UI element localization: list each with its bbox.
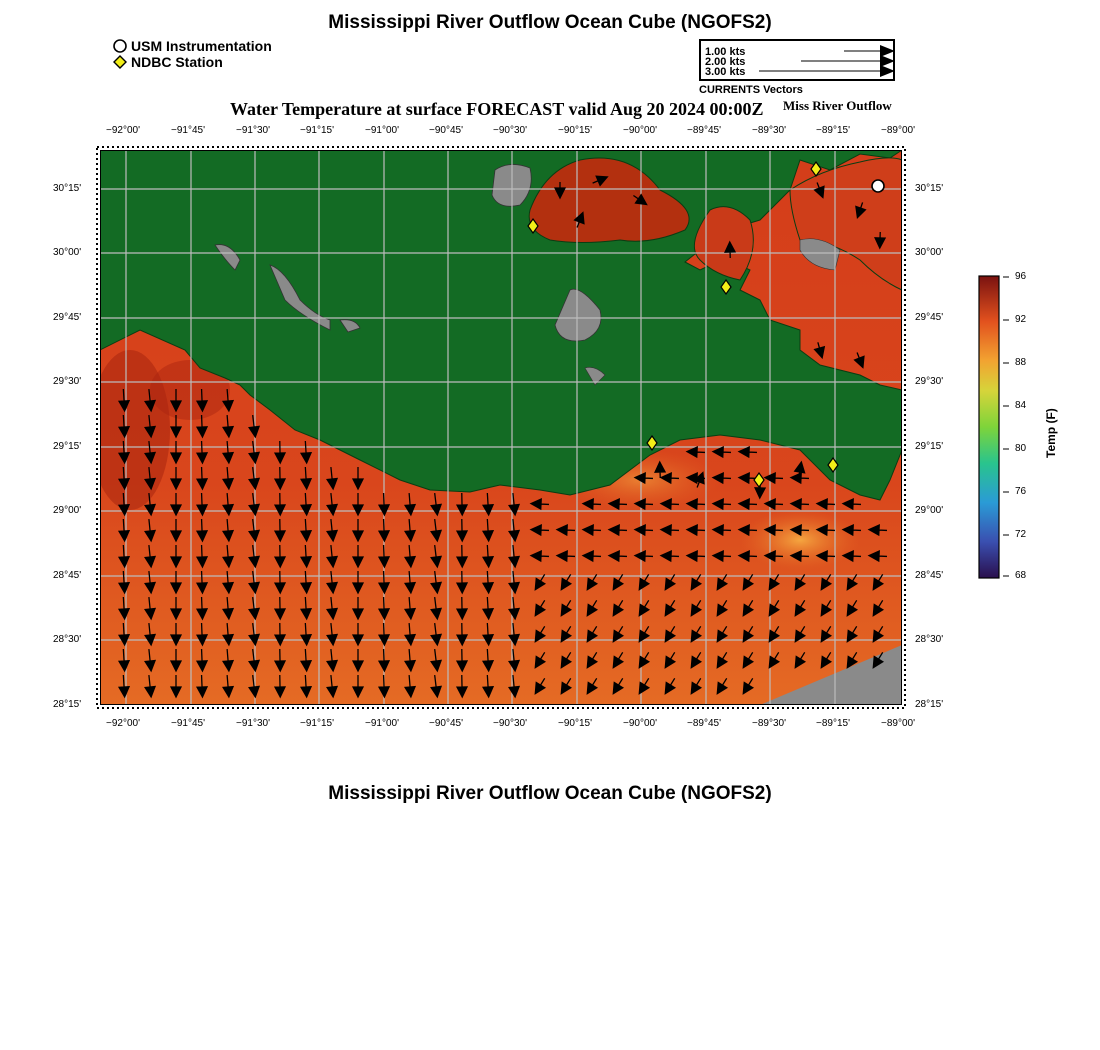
lat-tick: 29°00' <box>915 505 944 516</box>
vector-key-1: 1.00 kts <box>705 46 746 58</box>
lat-tick: 30°15' <box>915 183 944 194</box>
lon-tick: −90°30' <box>493 718 527 729</box>
lon-tick: −91°45' <box>171 718 205 729</box>
lat-tick: 29°30' <box>915 376 944 387</box>
figure-title-2: Mississippi River Outflow Ocean Cube (NGOFS2) <box>328 783 772 804</box>
lon-tick: −90°45' <box>429 718 463 729</box>
lon-tick: −90°30' <box>493 125 527 136</box>
colorbar-tick: 84 <box>1015 400 1027 411</box>
lon-tick: −91°00' <box>365 718 399 729</box>
lat-tick: 28°30' <box>915 634 944 645</box>
lon-tick: −89°30' <box>752 125 786 136</box>
region-label: Miss River Outflow <box>783 98 892 113</box>
station-legend <box>112 38 272 70</box>
lon-tick: −91°15' <box>300 125 334 136</box>
lon-tick: −90°00' <box>623 718 657 729</box>
vector-key-2: 2.00 kts <box>705 56 746 68</box>
lat-ticks-left <box>50 0 100 1050</box>
colorbar-tick: 68 <box>1015 570 1027 581</box>
vector-key-arrows <box>701 41 893 79</box>
lat-tick: 29°45' <box>53 312 82 323</box>
lat-tick: 29°00' <box>53 505 82 516</box>
lon-tick: −90°15' <box>558 125 592 136</box>
lon-tick: −90°00' <box>623 125 657 136</box>
legend-ndbc <box>112 54 272 70</box>
colorbar-tick: 88 <box>1015 357 1027 368</box>
vector-key-3: 3.00 kts <box>705 66 746 78</box>
lat-tick: 28°15' <box>915 699 944 710</box>
vector-key-label: CURRENTS Vectors <box>699 84 803 96</box>
lat-tick: 30°00' <box>53 247 82 258</box>
lat-tick: 30°00' <box>915 247 944 258</box>
colorbar-tick: 96 <box>1015 271 1027 282</box>
usm-circle-icon <box>112 38 128 54</box>
map-subtitle: Water Temperature at surface FORECAST valid Aug 20 2024 00:00Z <box>230 99 764 119</box>
lon-tick: −91°00' <box>365 125 399 136</box>
lat-tick: 28°30' <box>53 634 82 645</box>
lon-tick: −89°00' <box>881 718 915 729</box>
figure-title: Mississippi River Outflow Ocean Cube (NGOFS2) <box>328 12 772 33</box>
ndbc-diamond-icon <box>112 54 128 70</box>
lat-tick: 28°15' <box>53 699 82 710</box>
lat-ticks-right <box>914 0 964 1050</box>
colorbar-tick: 72 <box>1015 529 1027 540</box>
lon-tick: −91°30' <box>236 718 270 729</box>
lat-tick: 29°15' <box>915 441 944 452</box>
lat-tick: 28°45' <box>53 570 82 581</box>
lat-tick: 29°45' <box>915 312 944 323</box>
colorbar <box>978 275 1000 579</box>
lon-tick: −89°45' <box>687 125 721 136</box>
colorbar-tick: 92 <box>1015 314 1027 325</box>
colorbar-label: Temp (F) <box>1044 408 1058 458</box>
lon-tick: −89°15' <box>816 125 850 136</box>
lon-tick: −91°15' <box>300 718 334 729</box>
lat-tick: 29°15' <box>53 441 82 452</box>
lon-tick: −89°00' <box>881 125 915 136</box>
legend-usm <box>112 38 272 54</box>
lon-tick: −91°30' <box>236 125 270 136</box>
lon-tick: −92°00' <box>106 718 140 729</box>
lon-tick: −90°15' <box>558 718 592 729</box>
map-border-ticks <box>96 146 906 709</box>
lon-tick: −89°30' <box>752 718 786 729</box>
colorbar-ticks <box>1003 270 1043 590</box>
colorbar-tick: 80 <box>1015 443 1027 454</box>
vector-key-box <box>699 39 895 81</box>
colorbar-tick: 76 <box>1015 486 1027 497</box>
lon-tick: −91°45' <box>171 125 205 136</box>
lat-tick: 29°30' <box>53 376 82 387</box>
legend-ndbc-label: NDBC Station <box>131 54 223 70</box>
lon-tick: −92°00' <box>106 125 140 136</box>
legend-usm-label: USM Instrumentation <box>131 38 272 54</box>
lon-tick: −89°45' <box>687 718 721 729</box>
lat-tick: 30°15' <box>53 183 82 194</box>
lat-tick: 28°45' <box>915 570 944 581</box>
lon-tick: −90°45' <box>429 125 463 136</box>
lon-tick: −89°15' <box>816 718 850 729</box>
